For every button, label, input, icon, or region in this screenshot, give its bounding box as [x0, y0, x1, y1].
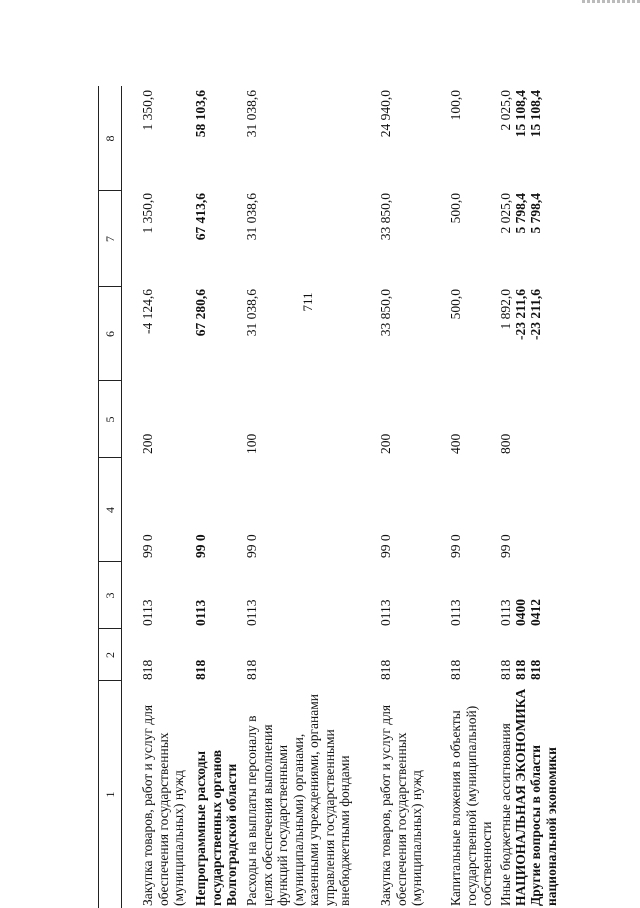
cell-value-col8: 31 038,6 — [244, 90, 259, 138]
cell-value-col6: 1 892,0 — [498, 289, 513, 330]
cell-section-code: 0113 — [140, 599, 155, 626]
cell-expense-type: 800 — [498, 433, 513, 454]
cell-value-col7: 5 798,4 — [528, 193, 543, 234]
cell-value-col6: -4 124,6 — [140, 289, 155, 334]
cell-section-code: 0113 — [378, 599, 393, 626]
cell-value-col6: -23 211,6 — [513, 289, 528, 341]
column-header-7: 7 — [103, 236, 117, 242]
cell-value-col7: 5 798,4 — [513, 193, 528, 234]
row-name: Непрограммные расходы государственных органов Волгоградской области — [193, 749, 239, 906]
cell-target-code: 99 0 — [378, 534, 393, 558]
cell-value-col6: 31 038,6 — [244, 289, 259, 337]
row-name: Расходы на выплаты персоналу в целях обеспечения выполнения функций государственными (муниципальными) органами, казенными учреждениями, органами управления государственными внебюджетными фондами — [244, 694, 352, 906]
cell-ministry-code: 818 — [513, 659, 528, 680]
cell-value-col8: 58 103,6 — [193, 90, 208, 138]
row-name: Иные бюджетные ассигнования — [498, 723, 513, 906]
cell-ministry-code: 818 — [498, 659, 513, 680]
cell-value-col7: 2 025,0 — [498, 193, 513, 234]
cell-section-code: 0113 — [244, 599, 259, 626]
cell-value-col8: 15 108,4 — [528, 90, 543, 138]
cell-ministry-code: 818 — [528, 659, 543, 680]
cell-expense-type: 200 — [378, 433, 393, 454]
column-header-3: 3 — [103, 592, 117, 599]
cell-ministry-code: 818 — [140, 659, 155, 680]
column-header-4: 4 — [103, 507, 117, 513]
table-top-border — [98, 86, 99, 908]
cell-section-code: 0113 — [193, 599, 208, 626]
row-name: Другие вопросы в области национальной экономики — [528, 744, 559, 906]
cell-value-col7: 1 350,0 — [140, 193, 155, 234]
cell-value-col6: 67 280,6 — [193, 289, 208, 337]
cell-expense-type: 100 — [244, 433, 259, 454]
cell-section-code: 0400 — [513, 599, 528, 626]
cell-value-col6: -23 211,6 — [528, 289, 543, 341]
cell-value-col6: 500,0 — [448, 289, 463, 320]
row-name: Капитальные вложения в объекты государственной (муниципальной) собственности — [448, 705, 494, 906]
cell-value-col6: 33 850,0 — [378, 289, 393, 337]
column-header-5: 5 — [103, 416, 117, 423]
cell-section-code: 0113 — [498, 599, 513, 626]
cell-target-code: 99 0 — [193, 534, 208, 558]
column-header-8: 8 — [103, 135, 117, 142]
scan-edge-mark — [582, 0, 640, 3]
cell-target-code: 99 0 — [244, 534, 259, 558]
cell-target-code: 99 0 — [140, 534, 155, 558]
cell-ministry-code: 818 — [448, 659, 463, 680]
page-number: 711 — [300, 292, 315, 312]
row-name: НАЦИОНАЛЬНАЯ ЭКОНОМИКА — [513, 688, 528, 906]
budget-table — [98, 88, 561, 908]
cell-value-col8: 1 350,0 — [140, 90, 155, 131]
cell-section-code: 0113 — [448, 599, 463, 626]
cell-value-col7: 67 413,6 — [193, 193, 208, 241]
cell-target-code: 99 0 — [498, 534, 513, 558]
column-header-6: 6 — [103, 331, 117, 337]
cell-expense-type: 400 — [448, 433, 463, 454]
cell-ministry-code: 818 — [244, 659, 259, 680]
cell-value-col8: 24 940,0 — [378, 90, 393, 138]
cell-value-col7: 33 850,0 — [378, 193, 393, 241]
cell-value-col7: 500,0 — [448, 193, 463, 224]
cell-value-col8: 15 108,4 — [513, 90, 528, 138]
cell-ministry-code: 818 — [193, 659, 208, 680]
row-name: Закупка товаров, работ и услуг для обеспечения государственных (муниципальных) нужд — [140, 704, 186, 906]
cell-target-code: 99 0 — [448, 534, 463, 558]
cell-ministry-code: 818 — [378, 659, 393, 680]
cell-value-col7: 31 038,6 — [244, 193, 259, 241]
table-header-border — [121, 86, 122, 908]
cell-section-code: 0412 — [528, 599, 543, 626]
column-header-2: 2 — [103, 652, 117, 658]
column-header-1: 1 — [103, 791, 117, 798]
row-name: Закупка товаров, работ и услуг для обеспечения государственных (муниципальных) нужд — [378, 704, 424, 906]
cell-value-col8: 100,0 — [448, 90, 463, 121]
cell-value-col8: 2 025,0 — [498, 90, 513, 131]
cell-expense-type: 200 — [140, 433, 155, 454]
